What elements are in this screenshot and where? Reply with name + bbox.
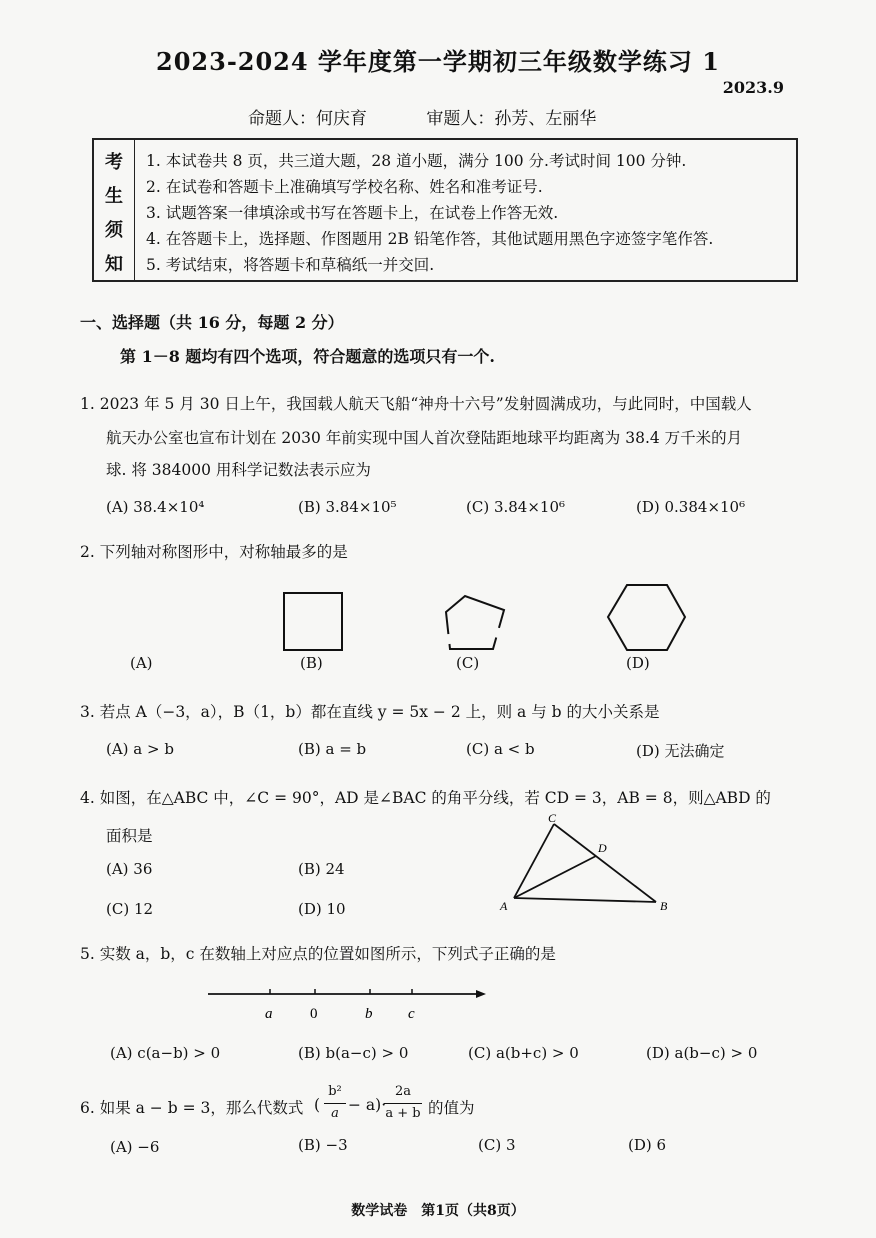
q6-frac2-bar	[384, 1103, 422, 1104]
notice-heading-char: 考	[105, 152, 123, 173]
exam-date: 2023.9	[722, 78, 784, 97]
q3-text: 3. 若点 A（−3，a），B（1，b）都在直线 y = 5x − 2 上，则 a 与 b 的大小关系是	[80, 703, 660, 721]
notice-heading-char: 知	[105, 254, 123, 275]
page-title: 2023-2024 学年度第一学期初三年级数学练习 1	[156, 47, 720, 76]
label-a: A	[500, 899, 508, 913]
q6-option-a: (A) −6	[110, 1138, 160, 1156]
q2-option-c: (C)	[456, 654, 480, 672]
notice-item: 4. 在答题卡上，选择题、作图题用 2B 铅笔作答，其他试题用黑色字迹签字笔作答.	[146, 230, 714, 248]
reviewer: 审题人：孙芳、左丽华	[426, 109, 597, 129]
q6-option-c: (C) 3	[478, 1136, 516, 1154]
q6-frac1-bar	[324, 1103, 346, 1104]
q3-option-c: (C) a < b	[466, 740, 535, 758]
q1-line: 航天办公室也宣布计划在 2030 年前实现中国人首次登陆距地球平均距离为 38.4 万千米的月	[106, 429, 743, 447]
label-c: C	[548, 812, 557, 825]
side-cb	[554, 824, 656, 902]
hexagon-shape	[608, 585, 685, 650]
axis-label-0: 0	[310, 1006, 318, 1022]
q4-option-b: (B) 24	[298, 860, 345, 878]
author: 命题人：何庆育	[248, 109, 367, 129]
q5-option-a: (A) c(a−b) > 0	[110, 1044, 221, 1062]
q6-expr-tail: − a)·	[348, 1096, 387, 1114]
q1-option-d: (D) 0.384×10⁶	[636, 498, 746, 516]
axis-label-c: c	[408, 1006, 415, 1022]
q2-option-b: (B)	[300, 654, 323, 672]
notice-heading-char: 须	[105, 220, 123, 241]
axis-label-a: a	[265, 1006, 273, 1022]
axis-arrow	[476, 990, 486, 998]
q4-text-line2: 面积是	[106, 827, 153, 845]
q3-option-d: (D) 无法确定	[636, 742, 725, 760]
q1-line: 球. 将 384000 用科学记数法表示应为	[106, 461, 371, 479]
q2-option-a: (A)	[130, 654, 153, 672]
q5-number-line	[200, 982, 500, 1026]
q5-option-d: (D) a(b−c) > 0	[646, 1044, 758, 1062]
q6-frac2-num: 2a	[394, 1084, 412, 1099]
q6-option-d: (D) 6	[628, 1136, 667, 1154]
section-instruction: 第 1－8 题均有四个选项，符合题意的选项只有一个.	[120, 347, 495, 366]
q1-option-c: (C) 3.84×10⁶	[466, 498, 566, 516]
side-ab	[514, 898, 656, 902]
notice-heading	[94, 140, 135, 280]
exam-notice-box	[92, 138, 798, 282]
q1-option-a: (A) 38.4×10⁴	[106, 498, 205, 516]
q5-text: 5. 实数 a，b，c 在数轴上对应点的位置如图所示，下列式子正确的是	[80, 945, 556, 963]
q1-line: 1. 2023 年 5 月 30 日上午，我国载人航天飞船“神舟十六号”发射圆满成功，与此同时，中国载人	[80, 395, 752, 413]
q4-option-d: (D) 10	[298, 900, 346, 918]
q6-frac1-num: b²	[328, 1084, 342, 1099]
notice-heading-char: 生	[105, 186, 123, 207]
q1-option-b: (B) 3.84×10⁵	[298, 498, 397, 516]
q4-triangle-figure	[496, 812, 682, 916]
notice-items	[146, 148, 713, 278]
q4-option-c: (C) 12	[106, 900, 154, 918]
q6-option-b: (B) −3	[298, 1136, 348, 1154]
q3-option-a: (A) a > b	[106, 740, 174, 758]
label-d: D	[598, 841, 607, 855]
q6-text-after: 的值为	[428, 1099, 475, 1117]
q2-option-d: (D)	[626, 654, 650, 672]
q3-option-b: (B) a = b	[298, 740, 367, 758]
q6-frac1-den: a	[331, 1106, 339, 1121]
notice-item: 5. 考试结束，将答题卡和草稿纸一并交回.	[146, 256, 435, 274]
q6-frac2-den: a + b	[385, 1106, 421, 1121]
q4-option-a: (A) 36	[106, 860, 153, 878]
q5-option-c: (C) a(b+c) > 0	[468, 1044, 579, 1062]
q4-text-line1: 4. 如图，在△ABC 中，∠C = 90°，AD 是∠BAC 的角平分线，若 CD = 3，AB = 8，则△ABD 的	[80, 789, 771, 807]
q5-option-b: (B) b(a−c) > 0	[298, 1044, 409, 1062]
axis-label-b: b	[365, 1006, 373, 1022]
notice-item: 2. 在试卷和答题卡上准确填写学校名称、姓名和准考证号.	[146, 178, 543, 196]
authors-line	[248, 104, 650, 129]
q6-text-before: 6. 如果 a − b = 3，那么代数式	[80, 1099, 304, 1117]
q2-text: 2. 下列轴对称图形中，对称轴最多的是	[80, 543, 348, 561]
q2-shapes	[270, 582, 710, 662]
page-footer: 数学试卷 第1页（共8页）	[351, 1203, 525, 1219]
label-b: B	[660, 899, 668, 913]
notice-item: 1. 本试卷共 8 页，共三道大题，28 道小题，满分 100 分.考试时间 100 分钟.	[146, 152, 687, 170]
q6-paren-open: (	[314, 1096, 321, 1114]
pentagon-shape	[446, 596, 504, 649]
section-title: 一、选择题（共 16 分，每题 2 分）	[80, 313, 344, 332]
square-shape	[284, 593, 342, 650]
notice-item: 3. 试题答案一律填涂或书写在答题卡上，在试卷上作答无效.	[146, 204, 559, 222]
